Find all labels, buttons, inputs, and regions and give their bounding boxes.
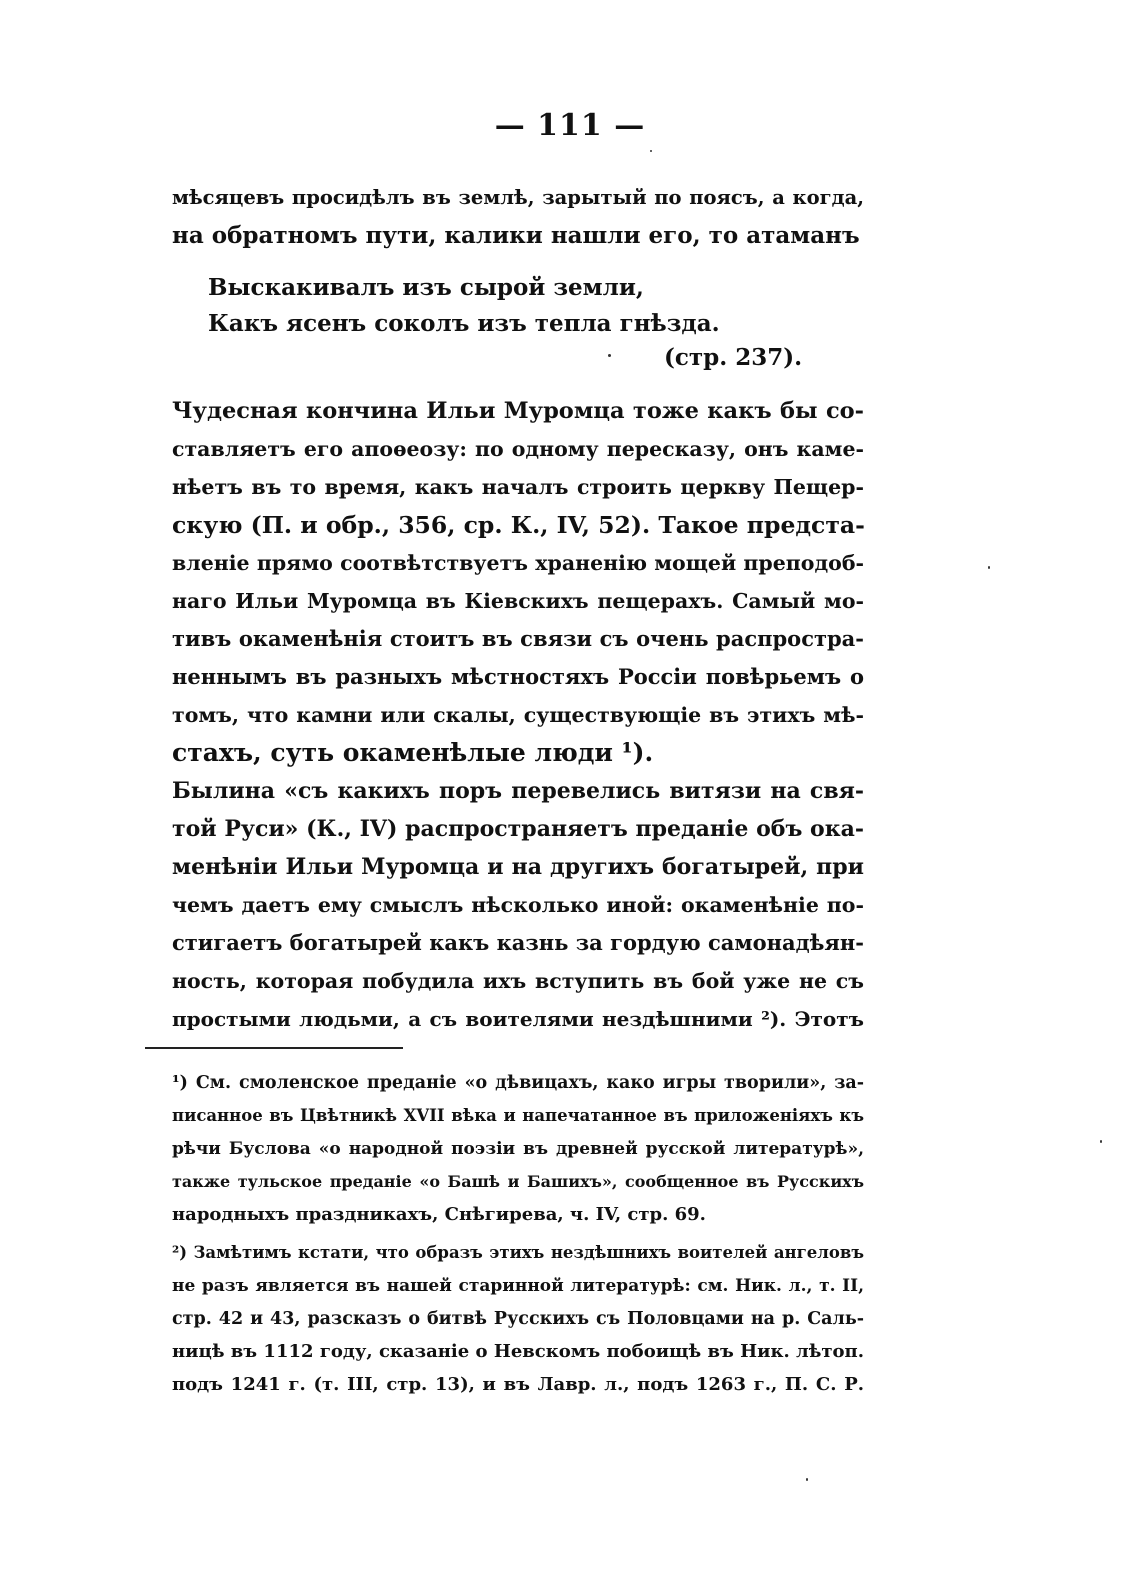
paragraph-line: ставляетъ его апоѳеозу: по одному пересказу, онъ каме- bbox=[172, 437, 864, 461]
paragraph-line: наго Ильи Муромца въ Кіевскихъ пещерахъ. Самый мо- bbox=[172, 589, 864, 613]
page-number: — 111 — bbox=[494, 108, 646, 143]
print-speck bbox=[806, 1478, 808, 1481]
paragraph-line: ность, которая побудила ихъ вступить въ бой уже не съ bbox=[172, 969, 864, 993]
print-speck bbox=[608, 354, 611, 357]
verse-reference: (стр. 237). bbox=[664, 344, 803, 371]
footnote-line: народныхъ праздникахъ, Снѣгирева, ч. IV, стр. 69. bbox=[172, 1204, 706, 1225]
print-speck bbox=[988, 566, 990, 569]
print-speck bbox=[1100, 1140, 1102, 1143]
text-line: на обратномъ пути, калики нашли его, то атаманъ bbox=[172, 222, 860, 249]
paragraph-line: нѣетъ въ то время, какъ началъ строить церкву Пещер- bbox=[172, 475, 864, 499]
paragraph-line: тивъ окаменѣнія стоитъ въ связи съ очень распростра- bbox=[172, 626, 864, 651]
paragraph-line: стигаетъ богатырей какъ казнь за гордую самонадѣян- bbox=[172, 930, 864, 955]
paragraph-line: скую (П. и обр., 356, ср. К., IV, 52). Такое предста- bbox=[172, 511, 865, 539]
footnote-line: не разъ является въ нашей старинной литературѣ: см. Ник. л., т. II, bbox=[172, 1276, 864, 1296]
print-speck bbox=[650, 150, 652, 152]
paragraph-line: Былина «съ какихъ поръ перевелись витязи на свя- bbox=[172, 778, 864, 804]
footnote-line: писанное въ Цвѣтникѣ XVII вѣка и напечатанное въ приложеніяхъ къ bbox=[172, 1106, 864, 1125]
footnote-line: ²) Замѣтимъ кстати, что образъ этихъ нездѣшнихъ воителей ангеловъ bbox=[172, 1243, 864, 1262]
footnote-line: ницѣ въ 1112 году, сказаніе о Невскомъ побоищѣ въ Ник. лѣтоп. bbox=[172, 1341, 864, 1362]
footnote-divider bbox=[145, 1047, 403, 1049]
paragraph-line: менѣніи Ильи Муромца и на другихъ богатырей, при bbox=[172, 854, 864, 880]
paragraph-line: чемъ даетъ ему смыслъ нѣсколько иной: окаменѣніе по- bbox=[172, 893, 864, 917]
paragraph-line: томъ, что камни или скалы, существующіе въ этихъ мѣ- bbox=[172, 703, 864, 727]
footnote-line: ¹) См. смоленское преданіе «о дѣвицахъ, како игры творили», за- bbox=[172, 1073, 864, 1093]
footnote-line: подъ 1241 г. (т. III, стр. 13), и въ Лавр. л., подъ 1263 г., П. С. Р. bbox=[172, 1374, 864, 1395]
paragraph-line: той Руси» (К., IV) распространяетъ преданіе объ ока- bbox=[172, 816, 864, 842]
verse-line: Какъ ясенъ соколъ изъ тепла гнѣзда. bbox=[208, 310, 720, 337]
paragraph-line: Чудесная кончина Ильи Муромца тоже какъ бы со- bbox=[172, 398, 864, 424]
footnote-line: стр. 42 и 43, разсказъ о битвѣ Русскихъ съ Половцами на р. Саль- bbox=[172, 1309, 864, 1329]
paragraph-line: стахъ, суть окаменѣлые люди ¹). bbox=[172, 738, 654, 767]
footnote-line: рѣчи Буслова «о народной поэзіи въ древней русской литературѣ», bbox=[172, 1139, 864, 1159]
paragraph-line: неннымъ въ разныхъ мѣстностяхъ Россіи повѣрьемъ о bbox=[172, 664, 864, 689]
verse-line: Выскакивалъ изъ сырой земли, bbox=[208, 274, 644, 301]
paragraph-line: простыми людьми, а съ воителями нездѣшними ²). Этотъ bbox=[172, 1007, 864, 1031]
text-line: мѣсяцевъ просидѣлъ въ землѣ, зарытый по поясъ, а когда, bbox=[172, 186, 864, 209]
paragraph-line: вленіе прямо соотвѣтствуетъ храненію мощей преподоб- bbox=[172, 551, 864, 575]
footnote-line: также тульское преданіе «о Башѣ и Башихъ», сообщенное въ Русскихъ bbox=[172, 1172, 864, 1191]
